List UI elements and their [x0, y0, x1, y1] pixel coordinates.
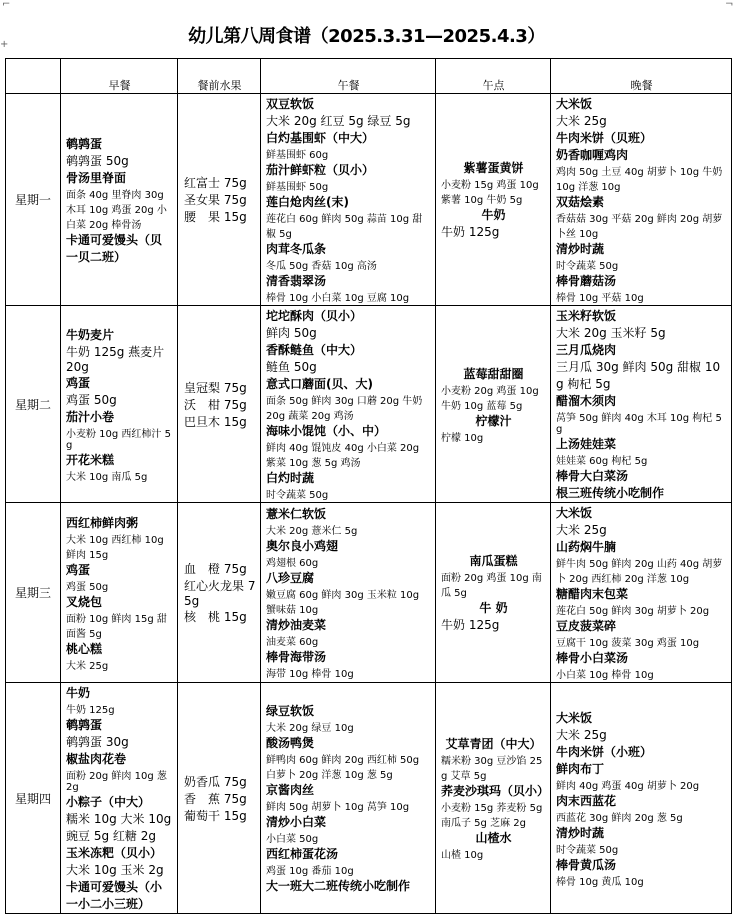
dinner-line: 山药焖牛腩: [556, 540, 617, 554]
dinner-line: 大米饭: [556, 97, 593, 111]
breakfast-line: 牛奶: [66, 686, 91, 700]
snack-line: 糯米粉 30g 豆沙馅 25g 艾草 5g: [441, 756, 543, 782]
dinner-line: 玉米籽软饭: [556, 309, 617, 323]
snack-cell: [436, 94, 551, 306]
breakfast-line: 牛奶 125g: [66, 705, 115, 716]
lunch-line: 清炒油麦菜: [266, 618, 327, 632]
breakfast-line: 骨汤里脊面: [66, 170, 127, 185]
breakfast-line: 开花米糕: [66, 452, 115, 467]
fruit-cell: [178, 306, 261, 503]
fruit-line: 圣女果 75g: [184, 193, 247, 207]
lunch-line: 莲白炝肉丝(末): [266, 195, 349, 209]
breakfast-line: 糯米 10g 大米 10g 豌豆 5g 红糖 2g: [66, 812, 172, 843]
breakfast-line: 玉米冻粑（贝小）: [66, 846, 163, 860]
dinner-line: 莴笋 50g 鲜肉 40g 木耳 10g 枸杞 5g: [556, 413, 722, 435]
header-lunch: 午餐: [261, 59, 436, 94]
day-label: 星期三: [6, 503, 61, 683]
lunch-line: 肉茸冬瓜条: [266, 242, 327, 256]
lunch-line: 白灼基围虾（中大）: [266, 131, 375, 145]
breakfast-line: 椒盐肉花卷: [66, 752, 127, 766]
lunch-line: 小白菜 50g: [266, 834, 319, 845]
snack-line: 柠檬汁: [475, 413, 512, 428]
dinner-line: 大米饭: [556, 710, 593, 725]
lunch-line: 双豆软饭: [266, 97, 315, 111]
lunch-cell: [261, 683, 436, 914]
snack-line: 小麦粉 20g 鸡蛋 10g 牛奶 10g 蓝莓 5g: [441, 385, 539, 412]
fruit-line: 腰 果 15g: [184, 210, 247, 224]
dinner-cell: [551, 503, 732, 683]
snack-cell: [436, 306, 551, 503]
snack-line: 柠檬 10g: [441, 432, 484, 444]
dinner-line: 娃娃菜 60g 枸杞 5g: [556, 456, 648, 467]
breakfast-line: 大米 25g: [66, 660, 109, 672]
lunch-line: 茄汁鲜虾粒（贝小）: [266, 163, 375, 177]
breakfast-cell: [61, 683, 178, 914]
lunch-line: 嫩豆腐 60g 鲜肉 30g 玉米粒 10g 蟹味菇 10g: [266, 590, 420, 616]
fruit-line: 沃 柑 75g: [184, 397, 247, 412]
lunch-cell: [261, 306, 436, 503]
menu-row: [6, 306, 732, 503]
dinner-line: 醋溜木须肉: [556, 394, 617, 408]
breakfast-line: 鸡蛋 50g: [66, 581, 109, 593]
lunch-line: 京酱肉丝: [266, 783, 315, 797]
snack-line: 山楂 10g: [441, 850, 484, 861]
dinner-line: 根三班传统小吃制作: [556, 486, 665, 500]
dinner-line: 棒骨大白菜汤: [556, 469, 629, 483]
snack-line: 牛 奶: [479, 601, 508, 615]
dinner-cell: [551, 94, 732, 306]
fruit-line: 红富士 75g: [184, 176, 247, 190]
dinner-line: 鲜肉 40g 鸡蛋 40g 胡萝卜 20g: [556, 780, 700, 792]
breakfast-cell: [61, 503, 178, 683]
lunch-line: 时令蔬菜 50g: [266, 490, 329, 501]
lunch-line: 鲜基围虾 50g: [266, 182, 329, 193]
dinner-line: 棒骨黄瓜汤: [556, 857, 617, 872]
lunch-line: 意式口蘑面(贝、大): [266, 377, 373, 391]
lunch-line: 西红柿蛋花汤: [266, 847, 339, 861]
snack-line: 牛奶 125g: [441, 225, 500, 239]
dinner-line: 鲜牛肉 50g 鲜肉 20g 山药 40g 胡萝卜 20g 西红柿 20g 洋葱 10g: [556, 559, 723, 585]
header-dinner: 晚餐: [551, 59, 732, 94]
lunch-line: 海带 10g 棒骨 10g: [266, 669, 354, 680]
dinner-line: 时令蔬菜 50g: [556, 844, 619, 856]
lunch-line: 鲜肉 40g 馄饨皮 40g 小白菜 20g 紫菜 10g 葱 5g 鸡汤: [266, 443, 420, 469]
lunch-cell: [261, 503, 436, 683]
corner-mark-top-right: ¬: [725, 0, 733, 10]
snack-line: 南瓜蛋糕: [469, 554, 518, 568]
dinner-line: 鸡肉 50g 土豆 40g 胡萝卜 10g 牛奶 10g 洋葱 10g: [556, 167, 723, 193]
lunch-line: 大一班大二班传统小吃制作: [266, 879, 411, 893]
snack-line: 牛奶: [481, 208, 506, 222]
fruit-line: 奶香瓜 75g: [184, 774, 247, 789]
lunch-line: 八珍豆腐: [266, 571, 315, 585]
breakfast-line: 桃心糕: [66, 641, 103, 656]
lunch-line: 冬瓜 50g 香菇 10g 高汤: [266, 261, 377, 272]
dinner-line: 棒骨 10g 平菇 10g: [556, 293, 644, 304]
dinner-line: 棒骨蘑菇汤: [556, 274, 617, 288]
lunch-line: 莲花白 60g 鲜肉 50g 蒜苗 10g 甜椒 5g: [266, 214, 423, 240]
lunch-line: 大米 20g 红豆 5g 绿豆 5g: [266, 114, 411, 128]
snack-line: 面粉 20g 鸡蛋 10g 南瓜 5g: [441, 573, 542, 599]
fruit-line: 红心火龙果 75g: [184, 579, 256, 608]
breakfast-line: 鹌鹑蛋 30g: [66, 735, 129, 749]
fruit-line: 香 蕉 75g: [184, 791, 247, 806]
breakfast-line: 卡通可爱馒头（小一小二小三班）: [66, 880, 163, 911]
breakfast-line: 大米 10g 西红柿 10g 鲜肉 15g: [66, 534, 164, 561]
breakfast-line: 牛奶 125g 燕麦片 20g: [66, 344, 165, 374]
snack-line: 小麦粉 15g 荞麦粉 5g 南瓜子 5g 芝麻 2g: [441, 803, 543, 829]
dinner-line: 小白菜 10g 棒骨 10g: [556, 670, 654, 681]
fruit-line: 葡萄干 15g: [184, 808, 247, 823]
lunch-line: 大米 20g 薏米仁 5g: [266, 526, 358, 537]
dinner-line: 棒骨小白菜汤: [556, 651, 629, 665]
lunch-line: 白灼时蔬: [266, 471, 315, 485]
day-label: 星期二: [6, 306, 61, 503]
dinner-line: 豆腐干 10g 菠菜 30g 鸡蛋 10g: [556, 638, 700, 649]
lunch-line: 海味小馄饨（小、中）: [266, 424, 387, 438]
breakfast-line: 鸡蛋: [66, 562, 91, 577]
breakfast-line: 面粉 10g 鲜肉 15g 甜面酱 5g: [66, 613, 167, 640]
lunch-line: 鲜肉 50g 胡萝卜 10g 莴笋 10g: [266, 802, 410, 813]
breakfast-line: 面粉 20g 鲜肉 10g 葱 2g: [66, 771, 167, 793]
fruit-cell: [178, 94, 261, 306]
snack-line: 牛奶 125g: [441, 618, 500, 632]
dinner-line: 大米 20g 玉米籽 5g: [556, 326, 666, 340]
dinner-line: 豆皮菠菜碎: [556, 619, 617, 633]
breakfast-line: 小麦粉 10g 西红柿汁 5g: [66, 428, 171, 451]
fruit-line: 皇冠梨 75g: [184, 380, 247, 395]
breakfast-line: 茄汁小卷: [66, 409, 115, 424]
lunch-line: 棒骨海带汤: [266, 650, 327, 664]
breakfast-line: 面条 40g 里脊肉 30g 木耳 10g 鸡蛋 20g 小白菜 20g 棒骨汤: [66, 189, 167, 231]
lunch-line: 香酥鲢鱼（中大）: [266, 343, 363, 357]
snack-line: 山楂水: [475, 831, 512, 845]
fruit-line: 巴旦木 15g: [184, 414, 247, 429]
breakfast-line: 鹌鹑蛋: [66, 136, 103, 151]
lunch-line: 鸡翅根 60g: [266, 558, 319, 569]
fruit-cell: [178, 503, 261, 683]
dinner-line: 时令蔬菜 50g: [556, 261, 619, 272]
lunch-line: 坨坨酥肉（贝小）: [266, 309, 363, 323]
lunch-line: 酸汤鸭煲: [266, 736, 315, 750]
lunch-line: 面条 50g 鲜肉 30g 口蘑 20g 牛奶 20g 蔬菜 20g 鸡汤: [266, 396, 423, 422]
lunch-line: 棒骨 10g 小白菜 10g 豆腐 10g: [266, 293, 410, 304]
dinner-cell: [551, 683, 732, 914]
breakfast-cell: [61, 306, 178, 503]
lunch-line: 鲜鸭肉 60g 鲜肉 20g 西红柿 50g 白萝卜 20g 洋葱 10g 葱 5g: [266, 755, 420, 781]
day-label: 星期四: [6, 683, 61, 914]
breakfast-line: 鹌鹑蛋 50g: [66, 153, 129, 168]
day-label: 星期一: [6, 94, 61, 306]
dinner-line: 棒骨 10g 黄瓜 10g: [556, 876, 644, 888]
dinner-line: 西蓝花 30g 鲜肉 20g 葱 5g: [556, 812, 683, 824]
lunch-line: 大米 20g 绿豆 10g: [266, 723, 354, 734]
lunch-cell: [261, 94, 436, 306]
header-row: [6, 59, 732, 94]
dinner-line: 鲜肉布丁: [556, 761, 605, 776]
breakfast-line: 卡通可爱馒头（贝一贝二班）: [66, 232, 163, 264]
fruit-cell: [178, 683, 261, 914]
breakfast-line: 大米 10g 南瓜 5g: [66, 471, 148, 483]
dinner-line: 糖醋肉末包菜: [556, 587, 629, 601]
breakfast-cell: [61, 94, 178, 306]
lunch-line: 鲜基围虾 60g: [266, 150, 329, 161]
snack-line: 小麦粉 15g 鸡蛋 10g 紫薯 10g 牛奶 5g: [441, 180, 539, 206]
header-snack: 午点: [436, 59, 551, 94]
dinner-line: 肉末西蓝花: [556, 793, 617, 808]
dinner-line: 上汤娃娃菜: [556, 437, 617, 451]
fruit-line: 血 橙 75g: [184, 562, 247, 576]
page-title: 幼儿第八周食谱（2025.3.31—2025.4.3）: [188, 26, 545, 47]
dinner-line: 大米 25g: [556, 727, 607, 742]
dinner-line: 清炒时蔬: [556, 242, 605, 256]
lunch-line: 鸡蛋 10g 番茄 10g: [266, 866, 354, 877]
dinner-line: 大米 25g: [556, 523, 607, 537]
snack-cell: [436, 503, 551, 683]
breakfast-line: 鸡蛋 50g: [66, 392, 117, 407]
breakfast-line: 鸡蛋: [66, 375, 91, 390]
breakfast-line: 牛奶麦片: [66, 327, 115, 342]
corner-mark-top-left: ⌐: [2, 0, 11, 10]
dinner-line: 大米饭: [556, 506, 593, 520]
dinner-line: 大米 25g: [556, 114, 607, 128]
dinner-line: 牛肉米饼（小班）: [556, 744, 653, 759]
header-fruit: 餐前水果: [178, 59, 261, 94]
dinner-line: 香菇菇 30g 平菇 20g 鲜肉 20g 胡萝卜丝 10g: [556, 214, 723, 240]
snack-line: 艾草青团（中大）: [445, 737, 542, 751]
header-corner: [6, 59, 61, 94]
breakfast-line: 鹌鹑蛋: [66, 718, 103, 732]
dinner-line: 奶香咖喱鸡肉: [556, 148, 629, 162]
breakfast-line: 小粽子（中大）: [66, 795, 151, 809]
menu-table: [5, 58, 732, 914]
anchor-mark-icon: +: [0, 39, 9, 50]
lunch-line: 薏米仁软饭: [266, 507, 327, 521]
lunch-line: 油麦菜 60g: [266, 637, 319, 648]
snack-cell: [436, 683, 551, 914]
menu-row: [6, 683, 732, 914]
dinner-line: 三月瓜 30g 鲜肉 50g 甜椒 10g 枸杞 5g: [556, 360, 721, 391]
snack-line: 紫薯蛋黄饼: [463, 161, 524, 175]
menu-row: [6, 94, 732, 306]
lunch-line: 鲜肉 50g: [266, 326, 317, 340]
snack-line: 蓝莓甜甜圈: [463, 366, 524, 381]
header-breakfast: 早餐: [61, 59, 178, 94]
fruit-line: 核 桃 15g: [184, 610, 247, 624]
lunch-line: 绿豆软饭: [266, 704, 315, 718]
menu-row: [6, 503, 732, 683]
dinner-cell: [551, 306, 732, 503]
dinner-line: 清炒时蔬: [556, 825, 605, 840]
lunch-line: 奥尔良小鸡翅: [266, 539, 339, 553]
lunch-line: 鲢鱼 50g: [266, 360, 317, 374]
breakfast-line: 西红柿鲜肉粥: [66, 515, 139, 530]
dinner-line: 双菇烩素: [556, 195, 605, 209]
dinner-line: 牛肉米饼（贝班）: [556, 131, 653, 145]
lunch-line: 清炒小白菜: [266, 815, 327, 829]
dinner-line: 三月瓜烧肉: [556, 343, 617, 357]
lunch-line: 清香翡翠汤: [266, 274, 327, 288]
dinner-line: 莲花白 50g 鲜肉 30g 胡萝卜 20g: [556, 606, 710, 617]
breakfast-line: 大米 10g 玉米 2g: [66, 863, 164, 877]
breakfast-line: 叉烧包: [66, 594, 103, 609]
snack-line: 荞麦沙琪玛（贝小）: [441, 784, 550, 798]
